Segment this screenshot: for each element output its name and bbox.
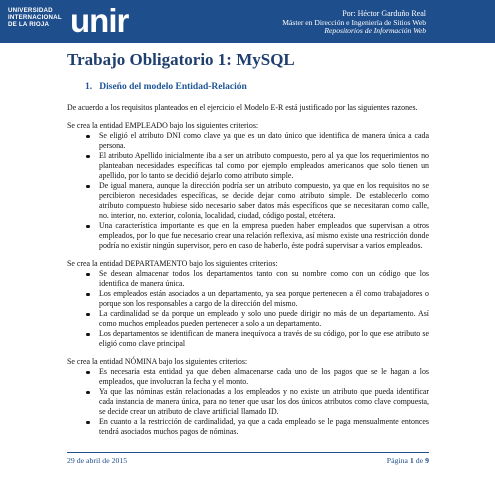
subject: Repositorios de Información Web (324, 26, 426, 36)
criteria-list (67, 269, 429, 349)
list-item: Se desean almacenar todos los departamentos tanto con su nombre como con un código que los identifica de manera única. (99, 269, 429, 288)
author: Por: Héctor Garduño Real (342, 9, 426, 18)
university-line: DE LA RIOJA (8, 21, 50, 28)
list-item: Es necesaria esta entidad ya que deben almacenarse cada uno de los pagos que se le hagan a los empleados, que involucran la fecha y el monto. (99, 367, 429, 386)
list-item: La cardinalidad se da porque un empleado y solo uno puede dirigir no más de un departamento. Así como muchos empleados pueden pertenecer a solo a un departamento. (99, 309, 429, 328)
list-item: Los empleados están asociados a un departamento, ya sea porque pertenecen a él como trabajadores o porque son los responsables a cargo de la dirección del mismo. (99, 289, 429, 308)
list-item: De igual manera, aunque la dirección podría ser un atributo compuesto, ya que en los requisitos no se percibieron necesidades específicas, se decide dejar como atributo simple. De establecerlo como atributo compuesto hubiese sido necesario saber datos más específicos que se necesitaran como calle, no. interior, no. exterior, colonia, localidad, ciudad, código postal, etcétera. (99, 181, 429, 220)
list-item: Una característica importante es que en la empresa pueden haber empleados que supervisan a otros empleados, por lo que fue necesario crear una relación reflexiva, así mismo existe una restricción donde podría no existir ningún supervisor, pero en caso de haberlo, éste podrá supervisar a varios empleados. (99, 221, 429, 250)
page-header (0, 0, 495, 43)
footer-date: 29 de abril de 2015 (67, 456, 128, 465)
criteria-list (67, 131, 429, 251)
list-item: Ya que las nóminas están relacionadas a los empleados y no existe un atributo que pueda identificar cada instancia de manera única, para no tener que usar los dos únicos atributos como clave compuesta, se decide crear un atributo de clave artificial llamado ID. (99, 387, 429, 416)
university-line: UNIVERSIDAD (8, 7, 53, 14)
header-info (282, 10, 426, 36)
page-total: 9 (425, 456, 429, 465)
page-of: de (415, 456, 424, 465)
page-number (387, 456, 429, 465)
document-body (67, 103, 429, 445)
group-lead: Se crea la entidad NÓMINA bajo los siguientes criterios: (67, 357, 248, 366)
intro-paragraph: De acuerdo a los requisitos planteados en el ejercicio el Modelo E-R está justificado por las siguientes razones. (67, 103, 418, 112)
list-item: Se eligió el atributo DNI como clave ya que es un dato único que identifica de manera única a cada persona. (99, 131, 429, 150)
group-lead: Se crea la entidad EMPLEADO bajo los siguientes criterios: (67, 121, 259, 130)
section-heading: 1. Diseño del modelo Entidad-Relación (85, 82, 247, 92)
document-title: Trabajo Obligatorio 1: MySQL (67, 50, 295, 69)
list-item: Los departamentos se identifican de manera inequívoca a través de su código, por lo que ese atributo se eligió como clave principal (99, 329, 429, 348)
list-item: En cuanto a la restricción de cardinalidad, ya que a cada empleado se le paga mensualmente entonces tendrá asociados muchos pagos de nóminas. (99, 417, 429, 436)
footer-divider (67, 452, 429, 453)
page-label: Página (386, 456, 408, 465)
unir-logo: unir (70, 2, 129, 39)
university-name (8, 7, 62, 28)
page-current: 1 (409, 456, 414, 465)
group-lead: Se crea la entidad DEPARTAMENTO bajo los siguientes criterios: (67, 259, 278, 268)
university-line: INTERNACIONAL (8, 14, 62, 21)
degree: Máster en Dirección e Ingeniería de Sitios Web (282, 17, 426, 27)
list-item: El atributo Apellido inicialmente iba a ser un atributo compuesto, pero al ya que los requerimientos no planteaban necesidades específicas tal como por ejemplo empleados americanos que solo tienen un apellido, por lo tanto se decidió dejarlo como atributo simple. (99, 151, 429, 180)
criteria-list (67, 367, 429, 437)
